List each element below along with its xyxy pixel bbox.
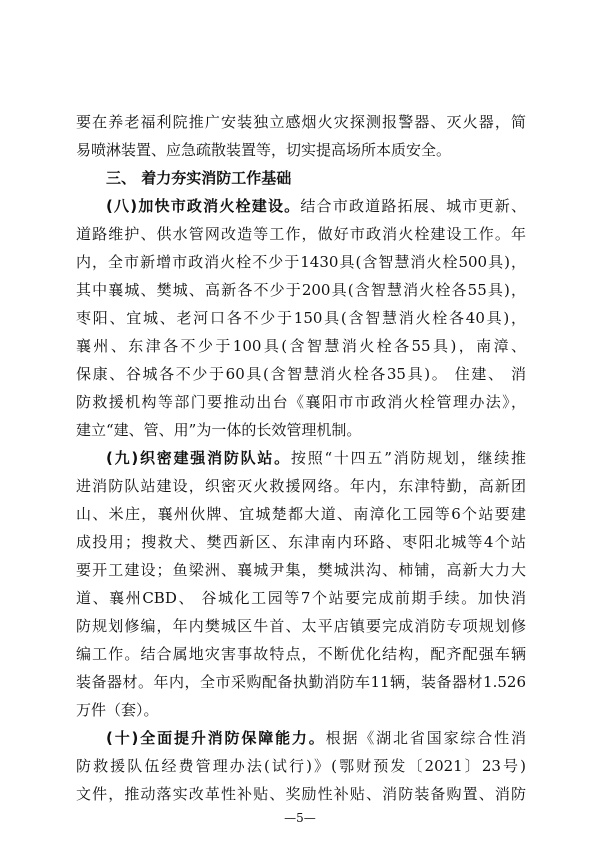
body-text-line: 成投用；搜救犬、樊西新区、东津南内环路、枣阳北城等4个站 — [76, 533, 526, 551]
body-text-line: 襄州、东津各不少于100具(含智慧消火栓各55具)，南漳、 — [76, 337, 526, 355]
body-text-line: 万件（套）。 — [76, 701, 159, 719]
item-heading-line — [106, 193, 526, 219]
section-heading: 三、 着力夯实消防工作基础 — [106, 169, 292, 187]
item-lead-text: 根据《湖北省国家综合性消 — [325, 729, 526, 747]
body-text-line: 易喷淋装置、应急疏散装置等，切实提高场所本质安全。 — [76, 141, 452, 159]
body-text-line: 防救援机构等部门要推动出台《襄阳市市政消火栓管理办法》， — [76, 393, 526, 411]
body-text-line: 进消防队站建设，织密灭火救援网络。年内，东津特勤，高新团 — [76, 477, 526, 495]
body-text-line: 要开工建设；鱼梁洲、襄城尹集，樊城洪沟、柿铺，高新大力大 — [76, 561, 526, 579]
item-lead-text: 按照“十四五”消防规划，继续推 — [290, 449, 526, 467]
item-title: (十)全面提升消防保障能力。 — [106, 729, 326, 747]
body-text-line: 编工作。结合属地灾害事故特点，不断优化结构，配齐配强车辆 — [76, 645, 526, 663]
body-text-line: 防救援队伍经费管理办法(试行)》(鄂财预发〔2021〕23号) — [76, 757, 526, 775]
body-text-line: 要在养老福利院推广安装独立感烟火灾探测报警器、灭火器，简 — [76, 113, 526, 131]
item-heading-line — [106, 445, 526, 471]
body-text-line: 文件，推动落实改革性补贴、奖励性补贴、消防装备购置、消防 — [76, 785, 526, 803]
body-text-line: 其中襄城、樊城、高新各不少于200具(含智慧消火栓各55具)， — [76, 281, 526, 299]
item-title: (九)织密建强消防队站。 — [106, 449, 291, 467]
body-text-line: 建立“建、管、用”为一体的长效管理机制。 — [76, 421, 362, 439]
item-heading-line — [106, 725, 526, 751]
body-text-line: 道路维护、供水管网改造等工作，做好市政消火栓建设工作。年 — [76, 225, 526, 243]
body-text-line: 装备器材。年内，全市采购配备执勤消防车11辆，装备器材1.526 — [76, 673, 526, 691]
body-text-line: 道、襄州CBD、 谷城化工园等7个站要完成前期手续。加快消 — [76, 589, 526, 607]
body-text-line: 内，全市新增市政消火栓不少于1430具(含智慧消火栓500具)， — [76, 253, 526, 271]
body-text-line: 枣阳、宜城、老河口各不少于150具(含智慧消火栓各40具)， — [76, 309, 526, 327]
item-title: (八)加快市政消火栓建设。 — [106, 197, 301, 215]
body-text-line: 山、米庄，襄州伙牌、宜城楚都大道、南漳化工园等6个站要建 — [76, 505, 526, 523]
page-number: —5— — [284, 811, 316, 825]
body-text-line: 保康、谷城各不少于60具(含智慧消火栓各35具)。 住建、 消 — [76, 365, 526, 383]
item-lead-text: 结合市政道路拓展、城市更新、 — [300, 197, 526, 215]
body-text-line: 防规划修编，年内樊城区牛首、太平店镇要完成消防专项规划修 — [76, 617, 526, 635]
